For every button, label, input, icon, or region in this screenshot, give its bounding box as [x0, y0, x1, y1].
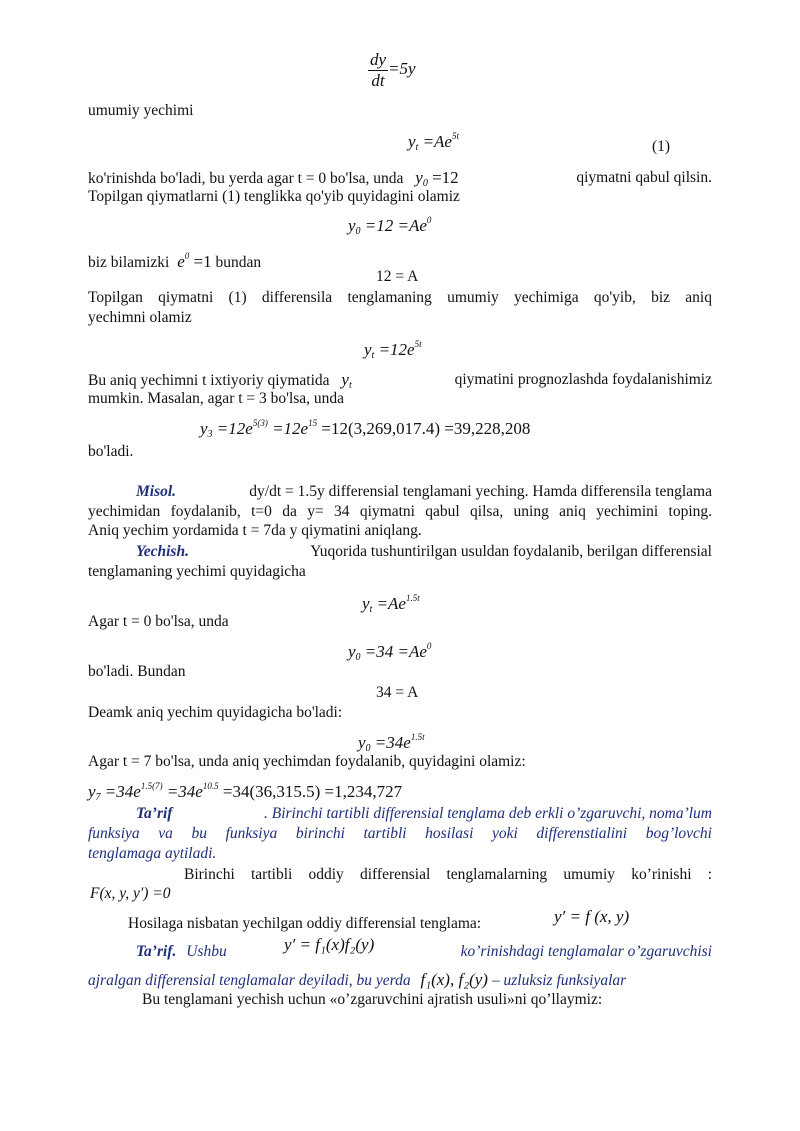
equation-5: $y_3 =12e^{5(3)} =12e^{15} =12(3,269,017.4) =39,228,208$: [200, 418, 531, 440]
example-line: Aniq yechim yordamida t = 7da y qiymatini aniqlang.: [88, 522, 422, 539]
equation-functions: f₁(x), f₂(y): [420, 970, 488, 989]
equation-2: $y_0 =12 =Ae^0$: [348, 215, 432, 237]
paragraph-line: Hosilaga nisbatan yechilgan oddiy differensial tenglama:: [128, 915, 482, 932]
fraction: [368, 50, 388, 91]
paragraph-line: biz bilamizki $e^0 =1$ bundan: [88, 251, 262, 271]
paragraph-line: mumkin. Masalan, agar t = 3 bo'lsa, unda: [88, 390, 345, 407]
equation-1: $y_t =Ae^{5t}$: [408, 131, 459, 153]
example-label: Misol.: [136, 483, 177, 500]
equation-9: $y_0 =34e^{1.5t}$: [358, 732, 425, 754]
equation-rhs: =5y: [388, 59, 416, 79]
definition-line: tenglamaga aytiladi.: [88, 845, 217, 862]
solution-label: Yechish.: [136, 543, 189, 560]
text-line: umumiy yechimi: [88, 102, 194, 119]
definition-line: Ta’rif. Ushbu y′ = f₁(x)f₂(y) ko’rinishdagi tenglamalar o’zgaruvchisi: [136, 935, 712, 960]
paragraph-line: bo'ladi. Bundan: [88, 663, 186, 680]
paragraph-line: Deamk aniq yechim quyidagicha bo'ladi:: [88, 704, 343, 721]
equation-general: F(x, y, y′) =0: [90, 885, 171, 902]
definition-label: Ta’rif.: [136, 943, 177, 960]
solution-line: tenglamaning yechimi quyidagicha: [88, 563, 306, 580]
fraction-numerator: dy: [370, 50, 387, 69]
equation-separable: y′ = f₁(x)f₂(y): [284, 935, 375, 954]
equation-dy-dt: [368, 50, 416, 91]
equation-7: $y_0 =34 =Ae^0$: [348, 641, 432, 663]
example-line: yechimidan foydalanib, t=0 da y= 34 qiymatni qabul qilsa, uning aniq yechimini toping.: [88, 503, 712, 520]
paragraph-line: ko'rinishda bo'ladi, bu yerda agar t = 0 bo'lsa, unda $y_0 =12$ qiymatni qabul qilsin.: [88, 168, 712, 189]
paragraph-line: Bu tenglamani yechish uchun «o’zgaruvchini ajratish usuli»ni qo’llaymiz:: [142, 991, 603, 1008]
example-line: Misol. dy/dt = 1.5y differensial tenglamani yeching. Hamda differensila tenglama: [136, 483, 712, 500]
equation-solved: y′ = f (x, y): [554, 907, 630, 926]
definition-line: funksiya va bu funksiya birinchi tartibli hosilasi yoki differenstialini bog’lovchi: [88, 825, 712, 842]
solution-line: Yechish. Yuqorida tushuntirilgan usuldan foydalanib, berilgan differensial: [136, 543, 712, 560]
equation-8: 34 = A: [376, 684, 419, 701]
equation-10: $y_7 =34e^{1.5(7)} =34e^{10.5} =34(36,315.5) =1,234,727$: [88, 781, 403, 803]
definition-line: ajralgan differensial tenglamalar deyiladi, bu yerda f₁(x), f₂(y) – uzluksiz funksiyalar: [88, 970, 627, 989]
paragraph-line: Topilgan qiymatlarni (1) tenglikka qo'yib quyidagini olamiz: [88, 188, 460, 205]
fraction-denominator: dt: [371, 71, 385, 90]
paragraph-line: yechimni olamiz: [88, 309, 192, 326]
definition-line: Ta’rif . Birinchi tartibli differensial tenglama deb erkli o’zgaruvchi, noma’lum: [136, 805, 712, 822]
equation-4: $y_t =12e^{5t}$: [364, 339, 422, 361]
definition-label: Ta’rif: [136, 805, 173, 822]
paragraph-line: Agar t = 7 bo'lsa, unda aniq yechimdan foydalanib, quyidagini olamiz:: [88, 753, 526, 770]
document-page: $\frac{dy}{dt}$ =5y umumiy yechimi $y_t =Ae^{5t}$ (1) ko'rinishda bo'ladi, bu yerda agar t = 0 bo'lsa, unda $y_0 =12$ qiymatni qabul qilsin. Topilgan qiymatlarni (1) tenglikka qo'yib quyidagini olamiz $y_0 =12 =Ae^0$ biz bilamizki $e^0 =1$ bundan 12 = A Topilgan qiymatni (1) differensila tenglamaning umumiy yechimiga qo'yib, biz aniq yechimni olamiz $y_t =12e^{5t}$ Bu aniq yechimni t ixtiyoriy qiymatida $y_t$ qiymatini prognozlashda foydalanishimiz mumkin. Masalan, agar t = 3 bo'lsa, unda $y_3 =12e^{5(3)} =12e^{15} =12(3,269,017.4) =39,228,208$ bo'ladi. Misol. dy/dt = 1.5y differensial tenglamani yeching. Hamda differensila tenglama yechimidan foydalanib, t=0 da y= 34 qiymatni qabul qilsa, uning aniq yechimini toping. Aniq yechim yordamida t = 7da y qiymatini aniqlang. Yechish. Yuqorida tushuntirilgan usuldan foydalanib, berilgan differensial tenglamaning yechimi quyidagicha $y_t =Ae^{1.5t}$ Agar t = 0 bo'lsa, unda $y_0 =34 =Ae^0$ bo'ladi. Bundan 34 = A Deamk aniq yechim quyidagicha bo'ladi: $y_0 =34e^{1.5t}$ Agar t = 7 bo'lsa, unda aniq yechimdan foydalanib, quyidagini olamiz: $y_7 =34e^{1.5(7)} =34e^{10.5} =34(36,315.5) =1,234,727$ Ta’rif . Birinchi tartibli differensial tenglama deb erkli o’zgaruvchi, noma’lum funksiya va bu funksiya birinchi tartibli hosilasi yoki differenstialini bog’lovchi tenglamaga aytiladi. Birinchi tartibli oddiy differensial tenglamalarning umumiy ko’rinishi : F(x, y, y′) =0 Hosilaga nisbatan yechilgan oddiy differensial tenglama: y′ = f (x, y) Ta’rif. Ushbu y′ = f₁(x)f₂(y) ko’rinishdagi tenglamalar o’zgaruvchisi ajralgan differensial tenglamalar deyiladi, bu yerda f₁(x), f₂(y) – uzluksiz funksiyalar Bu tenglamani yechish uchun «o’zgaruvchini ajratish usuli»ni qo’llaymiz:: [88, 50, 712, 1008]
paragraph-line: Agar t = 0 bo'lsa, unda: [88, 613, 229, 630]
paragraph-line: bo'ladi.: [88, 443, 134, 460]
paragraph-line: Topilgan qiymatni (1) differensila tenglamaning umumiy yechimiga qo'yib, biz aniq: [88, 289, 712, 306]
equation-tag: (1): [652, 138, 671, 155]
equation-3: 12 = A: [376, 268, 419, 285]
paragraph-line: Bu aniq yechimni t ixtiyoriy qiymatida $y_t$ qiymatini prognozlashda foydalanishimiz: [88, 370, 712, 391]
equation-6: $y_t =Ae^{1.5t}$: [362, 593, 420, 615]
